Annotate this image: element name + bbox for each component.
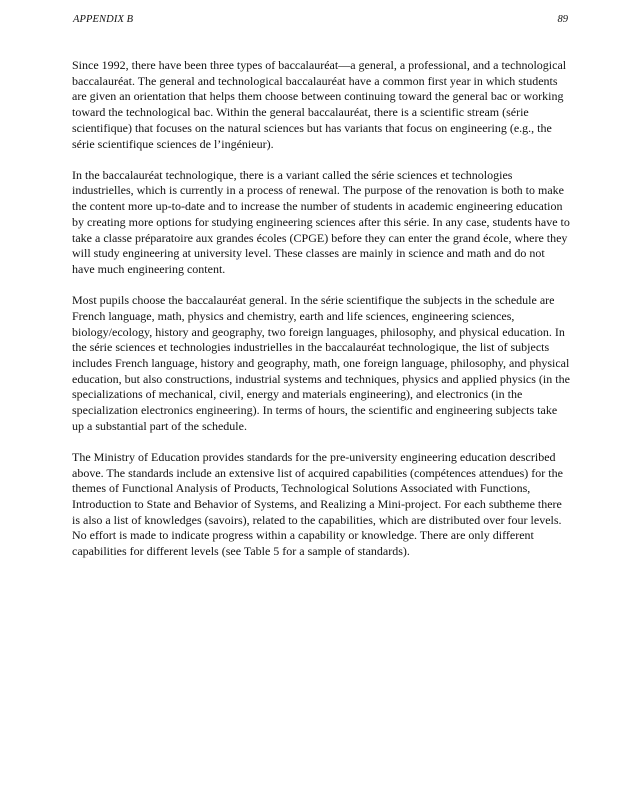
paragraph-bac-technologique: In the baccalauréat technologique, there is a variant called the série sciences et technologies industrielles, which is currently in a process of renewal. The purpose of the renovation is both to make the content more up-to-date and to increase the number of students in academic engineering education by creating more options for studying engineering sciences after this série. In any case, students have to take a classe préparatoire aux grandes écoles (CPGE) before they can enter the grand école, where they will study engineering at university level. These classes are mainly in science and math and do not have much engineering content. <box>72 167 570 276</box>
paragraph-ministry-standards: The Ministry of Education provides standards for the pre-university engineering education described above. The standards include an extensive list of acquired capabilities (compétences attendues) for the themes of Functional Analysis of Products, Technological Solutions Associated with Functions, Introduction to State and Behavior of Systems, and Realizing a Mini-project. For each subtheme there is also a list of knowledges (savoirs), related to the capabilities, which are distributed over four levels. No effort is made to indicate progress within a capability or knowledge. There are only different capabilities for different levels (see Table 5 for a sample of standards). <box>72 449 563 559</box>
document-body <box>72 58 570 575</box>
paragraph-subjects: Most pupils choose the baccalauréat general. In the série scientifique the subjects in the schedule are French language, math, physics and chemistry, earth and life sciences, engineering sciences, biology/ecology, history and geography, two foreign languages, philosophy, and physical education. In the série sciences et technologies industrielles in the baccalauréat technologique, the list of subjects includes French language, history and geography, math, one foreign language, philosophy, and physical education, but also constructions, industrial systems and techniques, physics and applied physics (in the specializations of mechanical, civil, energy and materials engineering), and electronics (in the specialization electronics engineering). In terms of hours, the scientific and engineering subjects take up a substantial part of the schedule. <box>72 293 570 433</box>
page-number: 89 <box>557 14 568 25</box>
paragraph-baccalaureat-types: Since 1992, there have been three types of baccalauréat—a general, a professional, and a technological baccalauréat. The general and technological baccalauréat have a common first year in which students are given an orientation that helps them choose between continuing toward the general bac or working toward the technological bac. Within the general baccalauréat, there is a scientific stream (série scientifique) that focuses on the natural sciences but has variants that focus on engineering (e.g., the série scientifique sciences de l’ingénieur). <box>72 58 567 151</box>
running-header: APPENDIX B <box>73 14 134 25</box>
